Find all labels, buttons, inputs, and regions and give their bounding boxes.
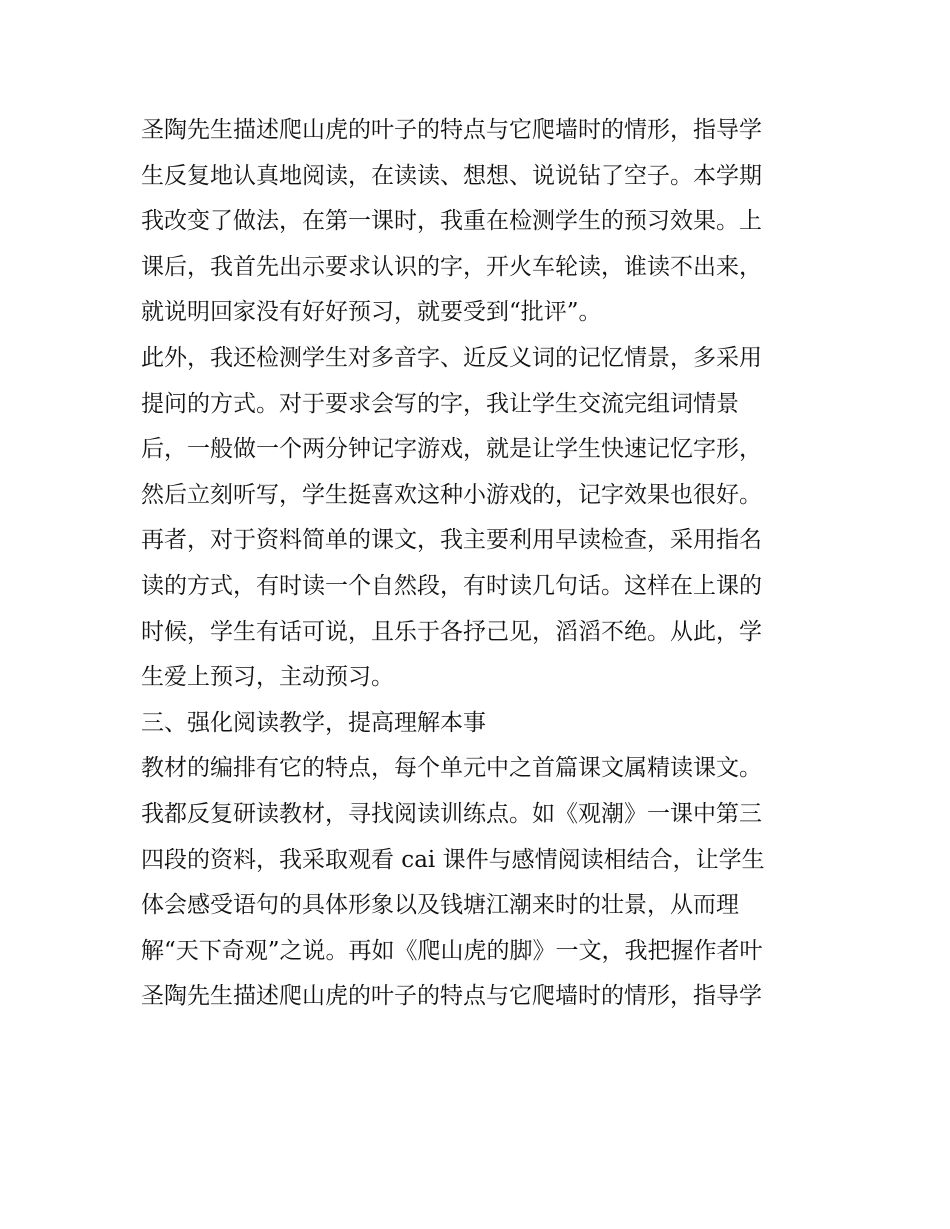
text-line: 此外，我还检测学生对多音字、近反义词的记忆情景，多采用 bbox=[141, 344, 762, 371]
document-body bbox=[141, 108, 821, 1020]
text-line: 时候，学生有话可说，且乐于各抒己见，滔滔不绝。从此，学 bbox=[141, 618, 762, 645]
text-line: 后，一般做一个两分钟记字游戏，就是让学生快速记忆字形， bbox=[141, 436, 762, 463]
text-line: 课后，我首先出示要求认识的字，开火车轮读，谁读不出来， bbox=[141, 253, 762, 280]
text-line: 生反复地认真地阅读，在读读、想想、说说钻了空子。本学期 bbox=[141, 162, 762, 189]
text-line: 解“天下奇观”之说。再如《爬山虎的脚》一文，我把握作者叶 bbox=[141, 937, 763, 964]
text-line: 四段的资料，我采取观看 cai 课件与感情阅读相结合，让学生 bbox=[141, 846, 765, 873]
text-line: 我都反复研读教材，寻找阅读训练点。如《观潮》一课中第三 bbox=[141, 800, 762, 827]
text-line: 就说明回家没有好好预习，就要受到“批评”。 bbox=[141, 299, 602, 326]
text-line: 提问的方式。对于要求会写的字，我让学生交流完组词情景 bbox=[141, 390, 739, 417]
text-line: 体会感受语句的具体形象以及钱塘江潮来时的壮景，从而理 bbox=[141, 892, 739, 919]
text-line: 圣陶先生描述爬山虎的叶子的特点与它爬墙时的情形，指导学 bbox=[141, 117, 762, 143]
text-line: 然后立刻听写，学生挺喜欢这种小游戏的，记字效果也很好。 bbox=[141, 481, 762, 508]
text-line: 圣陶先生描述爬山虎的叶子的特点与它爬墙时的情形，指导学 bbox=[141, 983, 762, 1010]
text-line: 教材的编排有它的特点，每个单元中之首篇课文属精读课文。 bbox=[141, 755, 762, 782]
text-line: 读的方式，有时读一个自然段，有时读几句话。这样在上课的 bbox=[141, 572, 762, 599]
text-line: 再者，对于资料简单的课文，我主要利用早读检查，采用指名 bbox=[141, 527, 762, 554]
text-line: 生爱上预习，主动预习。 bbox=[141, 664, 394, 691]
section-heading: 三、强化阅读教学，提高理解本事 bbox=[141, 709, 486, 736]
text-line: 我改变了做法，在第一课时，我重在检测学生的预习效果。上 bbox=[141, 208, 762, 235]
